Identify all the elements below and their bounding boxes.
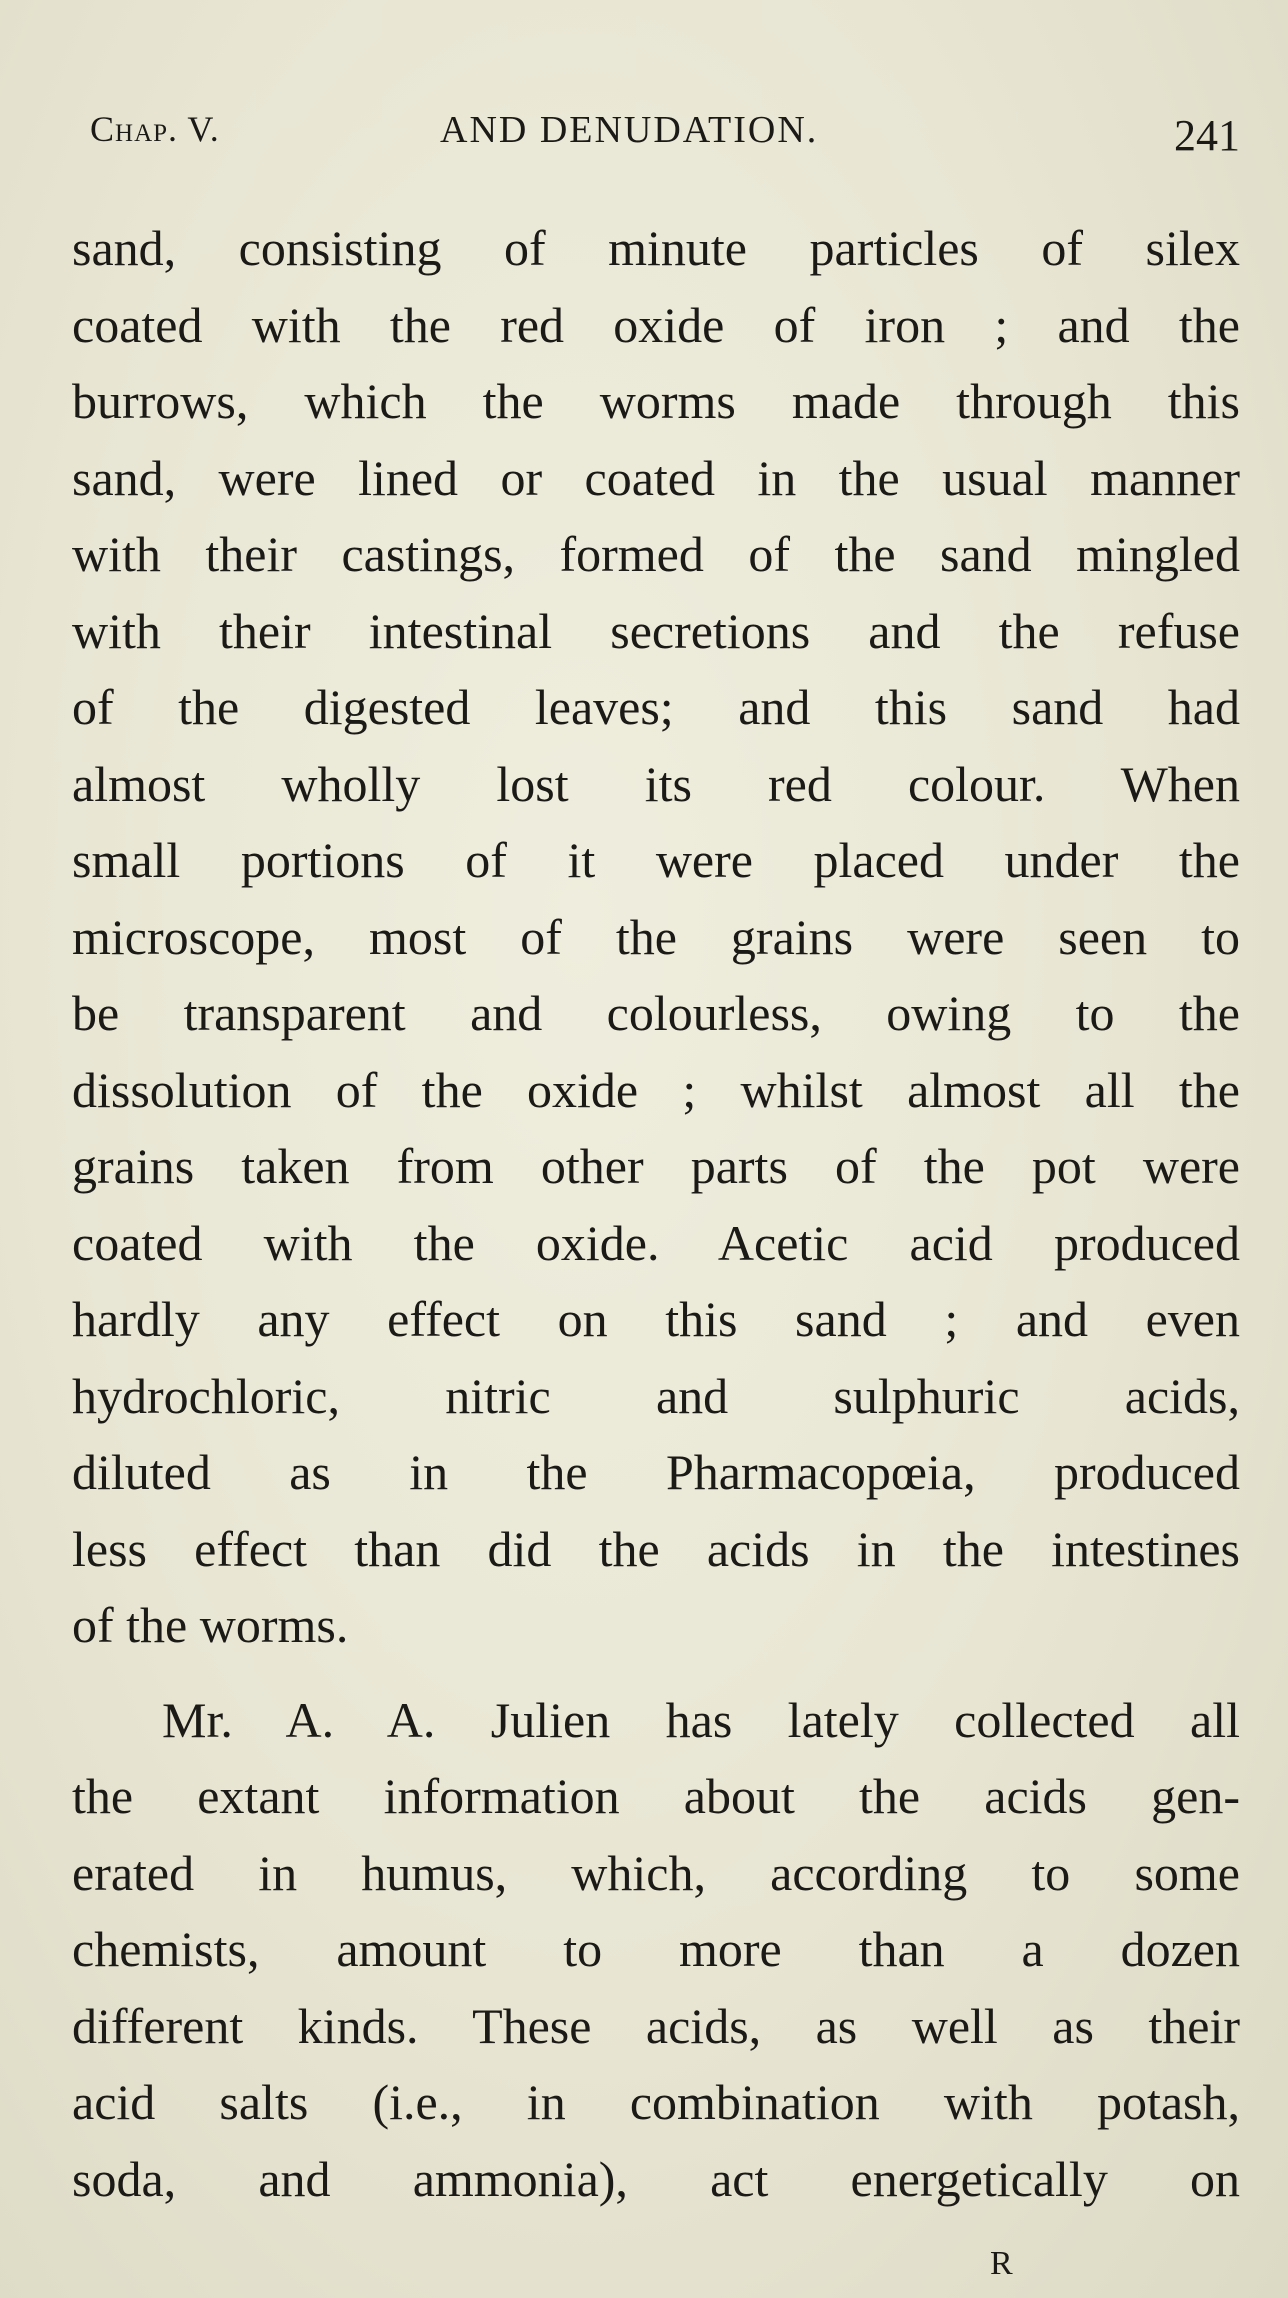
text-line: coated with the oxide. Acetic acid produced [72,1214,1240,1271]
page-number: 241 [1174,111,1240,160]
text-line: the extant information about the acids gen- [72,1768,1240,1824]
text-line: be transparent and colourless, owing to the [72,985,1240,1041]
text-line: different kinds. These acids, as well as their [72,1997,1240,2054]
text-line: erated in humus, which, according to some [72,1844,1240,1901]
text-line: Mr. A. A. Julien has lately collected all [162,1691,1240,1748]
text-line: sand, were lined or coated in the usual manner [72,449,1240,506]
text-line: chemists, amount to more than a dozen [72,1921,1240,1977]
text-line: hydrochloric, nitric and sulphuric acids, [72,1367,1240,1424]
text-line: with their castings, formed of the sand mingled [72,526,1240,582]
text-line: small portions of it were placed under the [72,832,1240,888]
paragraph-gap [72,1664,1240,1682]
paragraph-1 [72,210,1240,1664]
text-line: burrows, which the worms made through this [72,373,1240,429]
body-text [72,210,1240,2217]
text-line: with their intestinal secretions and the refuse [72,602,1240,659]
running-title: AND DENUDATION. [440,109,819,151]
text-line: microscope, most of the grains were seen to [72,908,1240,965]
text-line: grains taken from other parts of the pot were [72,1138,1240,1194]
text-line: of the digested leaves; and this sand had [72,679,1240,735]
text-line: acid salts (i.e., in combination with potash, [72,2074,1240,2130]
paragraph-2 [72,1682,1240,2218]
signature-mark: R [990,2245,1013,2282]
text-line: almost wholly lost its red colour. When [72,755,1240,812]
text-line: of the worms. [72,1597,349,1653]
text-line: dissolution of the oxide ; whilst almost all the [72,1061,1240,1118]
text-line: sand, consisting of minute particles of silex [72,220,1240,276]
running-header [90,108,1240,168]
text-line: coated with the red oxide of iron ; and the [72,296,1240,353]
text-line: soda, and ammonia), act energetically on [72,2150,1240,2207]
text-line: diluted as in the Pharmacopœia, produced [72,1444,1240,1500]
text-line: hardly any effect on this sand ; and even [72,1291,1240,1347]
chapter-label: Chap. V. [90,109,220,149]
text-line: less effect than did the acids in the intestines [72,1520,1240,1577]
